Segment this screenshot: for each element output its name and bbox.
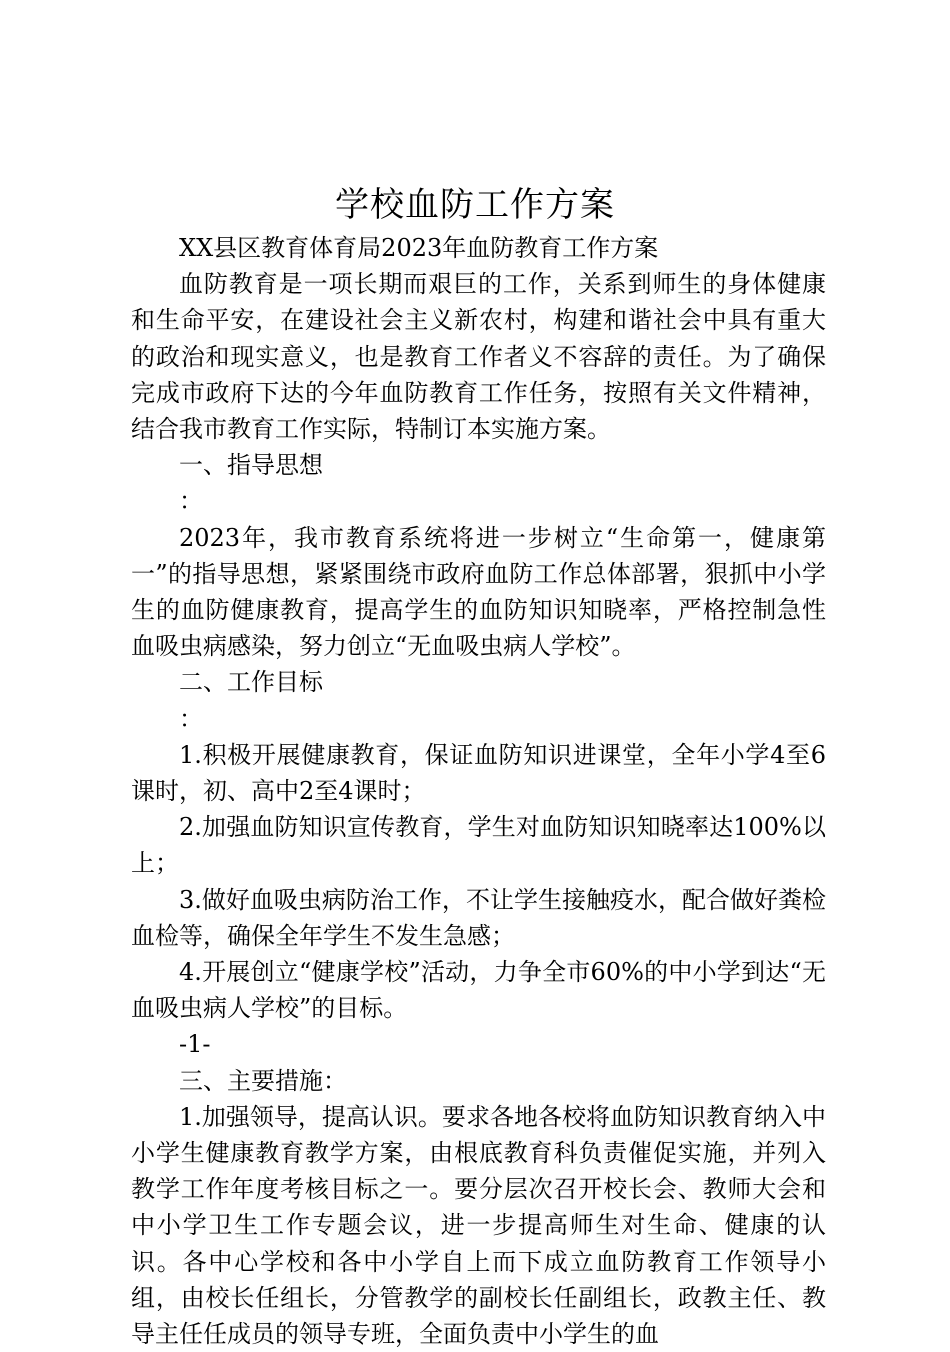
goal-item-1: 1.积极开展健康教育，保证血防知识进课堂，全年小学4至6课时，初、高中2至4课时； <box>131 740 826 806</box>
document-title: 学校血防工作方案 <box>335 185 615 225</box>
measure-item-1: 1.加强领导，提高认识。要求各地各校将血防知识教育纳入中小学生健康教育教学方案，由根底教育科负责催促实施，并列入教学工作年度考核目标之一。要分层次召开校长会、教师大会和中小学卫生工作专题会议，进一步提高师生对生命、健康的认识。各中心学校和各中小学自上而下成立血防教育工作领导小组，由校长任组长，分管教学的副校长任副组长，政教主任、教导主任任成员的领导专班，全面负责中小学生的血 <box>131 1102 826 1349</box>
page-number: -1- <box>179 1030 211 1059</box>
guiding-thought-paragraph: 2023年，我市教育系统将进一步树立“生命第一，健康第一”的指导思想，紧紧围绕市政府血防工作总体部署，狠抓中小学生的血防健康教育，提高学生的血防知识知晓率，严格控制急性血吸虫病感染，努力创立“无血吸虫病人学校”。 <box>131 523 826 661</box>
colon-line: ： <box>179 487 203 516</box>
section-heading-work-goals: 二、工作目标 <box>179 668 323 697</box>
goal-item-4: 4.开展创立“健康学校”活动，力争全市60%的中小学到达“无血吸虫病人学校”的目标。 <box>131 958 826 1023</box>
subtitle-paragraph: XX县区教育体育局2023年血防教育工作方案 <box>179 234 659 262</box>
goal-item-3: 3.做好血吸虫病防治工作，不让学生接触疫水，配合做好粪检血检等，确保全年学生不发生急感； <box>131 885 826 950</box>
section-heading-main-measures: 三、主要措施： <box>179 1066 347 1095</box>
intro-paragraph: 血防教育是一项长期而艰巨的工作，关系到师生的身体健康和生命平安，在建设社会主义新农村，构建和谐社会中具有重大的政治和现实意义，也是教育工作者义不容辞的责任。为了确保完成市政府下达的今年血防教育工作任务，按照有关文件精神，结合我市教育工作实际，特制订本实施方案。 <box>131 270 826 444</box>
colon-line: ： <box>179 704 203 733</box>
goal-item-2: 2.加强血防知识宣传教育，学生对血防知识知晓率达100%以上； <box>131 813 826 878</box>
section-heading-guiding-thought: 一、指导思想 <box>179 451 323 480</box>
document-body <box>131 230 826 1352</box>
